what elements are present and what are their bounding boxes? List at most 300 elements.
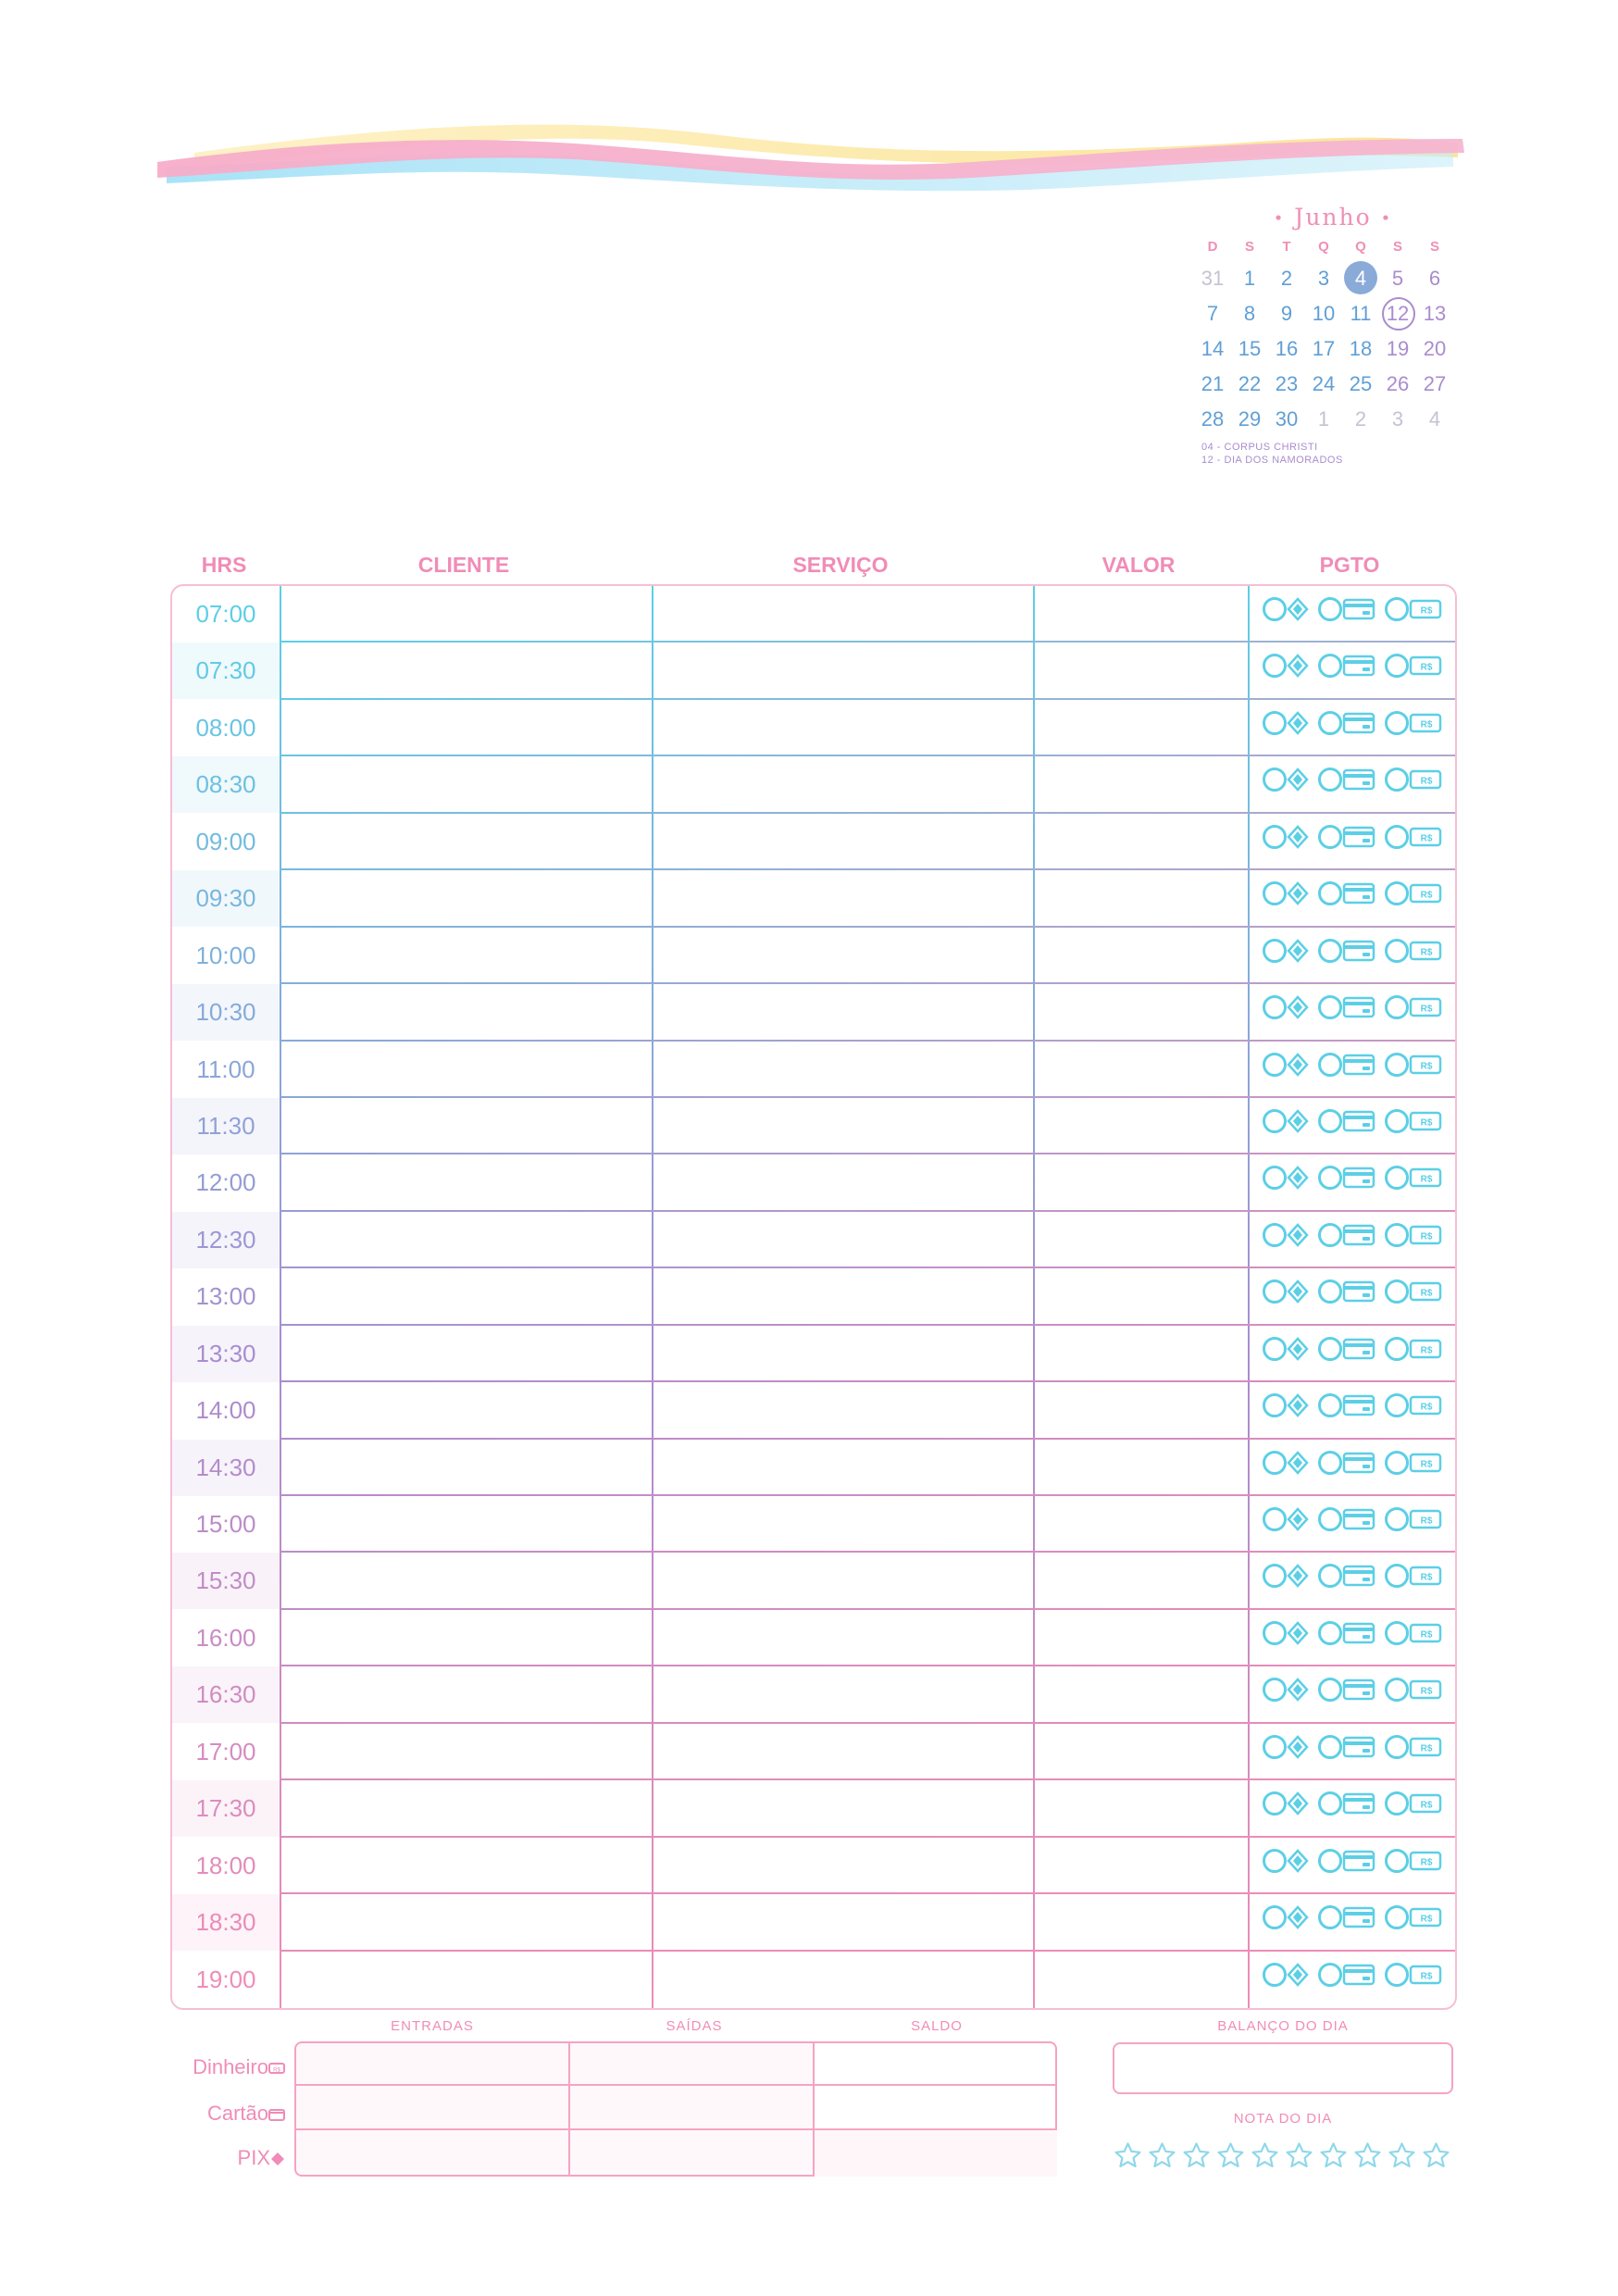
cliente-cell[interactable] bbox=[281, 1098, 652, 1154]
svg-text:R$: R$ bbox=[1420, 1857, 1433, 1868]
servico-cell[interactable] bbox=[653, 1724, 1033, 1780]
servico-cell[interactable] bbox=[653, 1553, 1033, 1609]
finance-cell-pix-saldo[interactable] bbox=[815, 2130, 1057, 2177]
valor-cell[interactable] bbox=[1035, 1212, 1248, 1268]
payment-checkbox[interactable] bbox=[1318, 1053, 1342, 1077]
servico-cell[interactable] bbox=[653, 1268, 1033, 1325]
servico-cell[interactable] bbox=[653, 1496, 1033, 1553]
payment-option[interactable] bbox=[1385, 1678, 1442, 1702]
cliente-cell[interactable] bbox=[281, 1326, 652, 1382]
payment-option[interactable] bbox=[1385, 1507, 1442, 1531]
payment-option[interactable] bbox=[1385, 1564, 1442, 1588]
servico-cell[interactable] bbox=[653, 756, 1033, 813]
valor-cell[interactable] bbox=[1035, 1326, 1248, 1382]
calendar-day[interactable]: 2 bbox=[1280, 267, 1293, 290]
payment-checkbox[interactable] bbox=[1385, 1678, 1409, 1702]
finance-cell-pix-saidas[interactable] bbox=[570, 2130, 815, 2177]
payment-checkbox[interactable] bbox=[1318, 1337, 1342, 1361]
valor-cell[interactable] bbox=[1035, 984, 1248, 1041]
payment-checkbox[interactable] bbox=[1385, 1905, 1409, 1929]
payment-option[interactable] bbox=[1263, 1507, 1309, 1531]
payment-checkbox[interactable] bbox=[1263, 1735, 1287, 1759]
payment-option[interactable] bbox=[1385, 711, 1442, 735]
cliente-cell[interactable] bbox=[281, 1666, 652, 1723]
servico-cell[interactable] bbox=[653, 1382, 1033, 1439]
payment-checkbox[interactable] bbox=[1318, 1791, 1342, 1816]
payment-option[interactable] bbox=[1263, 1905, 1309, 1929]
cliente-cell[interactable] bbox=[281, 1042, 652, 1098]
payment-checkbox[interactable] bbox=[1263, 1223, 1287, 1247]
payment-checkbox[interactable] bbox=[1318, 654, 1342, 678]
calendar-day[interactable]: 11 bbox=[1350, 302, 1372, 325]
time-slot: 12:30 bbox=[172, 1212, 280, 1268]
finance-cell-dinheiro-entradas[interactable] bbox=[294, 2041, 570, 2086]
finance-cell-dinheiro-saidas[interactable] bbox=[570, 2041, 815, 2086]
valor-cell[interactable] bbox=[1035, 1666, 1248, 1723]
payment-checkbox[interactable] bbox=[1318, 995, 1342, 1019]
payment-option[interactable] bbox=[1318, 711, 1375, 735]
payment-checkbox[interactable] bbox=[1385, 1849, 1409, 1873]
servico-cell[interactable] bbox=[653, 1098, 1033, 1154]
payment-checkbox[interactable] bbox=[1263, 1963, 1287, 1987]
valor-cell[interactable] bbox=[1035, 1154, 1248, 1211]
payment-checkbox[interactable] bbox=[1263, 1451, 1287, 1475]
payment-option[interactable] bbox=[1318, 654, 1375, 678]
calendar-day[interactable]: 4 bbox=[1342, 261, 1379, 296]
calendar-day[interactable]: 18 bbox=[1349, 337, 1373, 360]
svg-text:R$: R$ bbox=[1420, 662, 1433, 673]
finance-cell-pix-entradas[interactable] bbox=[294, 2130, 570, 2177]
calendar-day[interactable]: 16 bbox=[1275, 337, 1299, 360]
payment-checkbox[interactable] bbox=[1318, 711, 1342, 735]
payment-checkbox[interactable] bbox=[1318, 1621, 1342, 1645]
valor-cell[interactable] bbox=[1035, 1952, 1248, 2008]
payment-option[interactable] bbox=[1263, 1393, 1309, 1417]
payment-checkbox[interactable] bbox=[1318, 1849, 1342, 1873]
payment-option[interactable] bbox=[1263, 597, 1309, 621]
cliente-cell[interactable] bbox=[281, 1268, 652, 1325]
star-icon[interactable] bbox=[1250, 2140, 1280, 2171]
pix-icon bbox=[1287, 1223, 1309, 1247]
payment-checkbox[interactable] bbox=[1263, 1564, 1287, 1588]
payment-checkbox[interactable] bbox=[1318, 1279, 1342, 1304]
calendar-day[interactable]: 25 bbox=[1349, 372, 1373, 395]
star-icon[interactable] bbox=[1352, 2140, 1383, 2171]
cliente-cell[interactable] bbox=[281, 1154, 652, 1211]
cliente-cell[interactable] bbox=[281, 984, 652, 1041]
payment-option[interactable] bbox=[1318, 1678, 1375, 1702]
valor-cell[interactable] bbox=[1035, 1780, 1248, 1837]
servico-cell[interactable] bbox=[653, 928, 1033, 984]
star-icon[interactable] bbox=[1284, 2140, 1314, 2171]
time-slot: 14:00 bbox=[195, 1396, 256, 1425]
calendar-day[interactable]: 8 bbox=[1243, 302, 1256, 325]
finance-cell-cartao-saldo[interactable] bbox=[815, 2086, 1057, 2130]
payment-option[interactable] bbox=[1263, 1849, 1309, 1873]
card-icon bbox=[1342, 1678, 1375, 1702]
payment-option[interactable] bbox=[1263, 825, 1309, 849]
payment-option[interactable] bbox=[1263, 1678, 1309, 1702]
cliente-cell[interactable] bbox=[281, 870, 652, 927]
valor-cell[interactable] bbox=[1035, 928, 1248, 984]
payment-option[interactable] bbox=[1263, 881, 1309, 905]
valor-cell[interactable] bbox=[1035, 643, 1248, 699]
schedule-row bbox=[172, 643, 1455, 699]
card-icon bbox=[1342, 1621, 1375, 1645]
servico-cell[interactable] bbox=[653, 1666, 1033, 1723]
payment-checkbox[interactable] bbox=[1318, 767, 1342, 792]
cliente-cell[interactable] bbox=[281, 1212, 652, 1268]
payment-checkbox[interactable] bbox=[1385, 825, 1409, 849]
payment-checkbox[interactable] bbox=[1263, 1337, 1287, 1361]
valor-cell[interactable] bbox=[1035, 1838, 1248, 1894]
calendar-weekday: S bbox=[1244, 239, 1254, 255]
calendar-day[interactable]: 20 bbox=[1423, 337, 1447, 360]
star-icon[interactable] bbox=[1147, 2140, 1177, 2171]
calendar-day[interactable]: 10 bbox=[1312, 302, 1336, 325]
payment-checkbox[interactable] bbox=[1318, 1963, 1342, 1987]
payment-option[interactable] bbox=[1263, 1621, 1309, 1645]
payment-option[interactable] bbox=[1385, 654, 1442, 678]
payment-checkbox[interactable] bbox=[1385, 1507, 1409, 1531]
payment-option[interactable] bbox=[1318, 1223, 1375, 1247]
card-icon bbox=[1342, 711, 1375, 735]
servico-cell[interactable] bbox=[653, 1326, 1033, 1382]
cliente-cell[interactable] bbox=[281, 1894, 652, 1951]
payment-option[interactable] bbox=[1385, 1905, 1442, 1929]
payment-checkbox[interactable] bbox=[1385, 1963, 1409, 1987]
payment-checkbox[interactable] bbox=[1385, 1791, 1409, 1816]
payment-checkbox[interactable] bbox=[1263, 1621, 1287, 1645]
payment-option[interactable] bbox=[1385, 1166, 1442, 1190]
payment-option[interactable] bbox=[1263, 1451, 1309, 1475]
payment-checkbox[interactable] bbox=[1263, 1791, 1287, 1816]
payment-option[interactable] bbox=[1318, 1337, 1375, 1361]
payment-checkbox[interactable] bbox=[1263, 1678, 1287, 1702]
payment-option[interactable] bbox=[1263, 1963, 1309, 1987]
servico-cell[interactable] bbox=[653, 984, 1033, 1041]
payment-checkbox[interactable] bbox=[1263, 1166, 1287, 1190]
valor-cell[interactable] bbox=[1035, 700, 1248, 756]
payment-checkbox[interactable] bbox=[1263, 939, 1287, 963]
cliente-cell[interactable] bbox=[281, 1496, 652, 1553]
schedule-row bbox=[172, 1440, 1455, 1496]
calendar-day[interactable]: 17 bbox=[1312, 337, 1336, 360]
payment-checkbox[interactable] bbox=[1385, 1337, 1409, 1361]
calendar-day[interactable]: 7 bbox=[1206, 302, 1219, 325]
payment-option[interactable] bbox=[1263, 1109, 1309, 1133]
time-slot: 12:00 bbox=[195, 1168, 256, 1197]
star-icon[interactable] bbox=[1421, 2140, 1451, 2171]
servico-cell[interactable] bbox=[653, 814, 1033, 870]
payment-option[interactable] bbox=[1318, 767, 1375, 792]
payment-option[interactable] bbox=[1318, 939, 1375, 963]
servico-cell[interactable] bbox=[653, 1154, 1033, 1211]
payment-option[interactable] bbox=[1318, 1905, 1375, 1929]
valor-cell[interactable] bbox=[1035, 1440, 1248, 1496]
payment-option[interactable] bbox=[1385, 995, 1442, 1019]
servico-cell[interactable] bbox=[653, 1440, 1033, 1496]
payment-option[interactable] bbox=[1385, 1279, 1442, 1304]
payment-option[interactable] bbox=[1318, 1053, 1375, 1077]
payment-option[interactable] bbox=[1385, 1735, 1442, 1759]
payment-checkbox[interactable] bbox=[1263, 1393, 1287, 1417]
payment-option[interactable] bbox=[1263, 1053, 1309, 1077]
calendar-day[interactable]: 3 bbox=[1317, 267, 1330, 290]
payment-option[interactable] bbox=[1263, 711, 1309, 735]
payment-options bbox=[1263, 711, 1442, 735]
payment-checkbox[interactable] bbox=[1385, 995, 1409, 1019]
payment-option[interactable] bbox=[1385, 1963, 1442, 1987]
payment-checkbox[interactable] bbox=[1385, 597, 1409, 621]
calendar-week bbox=[1194, 331, 1462, 367]
payment-option[interactable] bbox=[1318, 1279, 1375, 1304]
payment-checkbox[interactable] bbox=[1385, 1109, 1409, 1133]
payment-checkbox[interactable] bbox=[1263, 1905, 1287, 1929]
star-icon[interactable] bbox=[1318, 2140, 1349, 2171]
payment-option[interactable] bbox=[1385, 1791, 1442, 1816]
servico-cell[interactable] bbox=[653, 1610, 1033, 1666]
payment-option[interactable] bbox=[1318, 1735, 1375, 1759]
payment-checkbox[interactable] bbox=[1263, 881, 1287, 905]
payment-option[interactable] bbox=[1318, 1849, 1375, 1873]
svg-text:R$: R$ bbox=[1420, 776, 1433, 787]
valor-cell[interactable] bbox=[1035, 1268, 1248, 1325]
payment-checkbox[interactable] bbox=[1385, 1053, 1409, 1077]
payment-option[interactable] bbox=[1385, 881, 1442, 905]
payment-checkbox[interactable] bbox=[1318, 881, 1342, 905]
svg-text:R$: R$ bbox=[1420, 1971, 1433, 1982]
payment-option[interactable] bbox=[1263, 1791, 1309, 1816]
cliente-cell[interactable] bbox=[281, 1838, 652, 1894]
servico-cell[interactable] bbox=[653, 870, 1033, 927]
cliente-cell[interactable] bbox=[281, 1382, 652, 1439]
calendar-day[interactable]: 27 bbox=[1423, 372, 1447, 395]
calendar-day[interactable]: 5 bbox=[1391, 267, 1404, 290]
payment-checkbox[interactable] bbox=[1385, 1279, 1409, 1304]
valor-cell[interactable] bbox=[1035, 1098, 1248, 1154]
payment-option[interactable] bbox=[1318, 1109, 1375, 1133]
valor-cell[interactable] bbox=[1035, 586, 1248, 643]
payment-checkbox[interactable] bbox=[1263, 825, 1287, 849]
cliente-cell[interactable] bbox=[281, 1952, 652, 2008]
payment-option[interactable] bbox=[1263, 1337, 1309, 1361]
payment-option[interactable] bbox=[1385, 597, 1442, 621]
day-balance-title: BALANÇO DO DIA bbox=[1217, 2018, 1349, 2034]
calendar-day[interactable]: 19 bbox=[1386, 337, 1410, 360]
cliente-cell[interactable] bbox=[281, 814, 652, 870]
payment-checkbox[interactable] bbox=[1263, 654, 1287, 678]
calendar-day[interactable]: 28 bbox=[1201, 407, 1225, 430]
finance-cell-cartao-saidas[interactable] bbox=[570, 2086, 815, 2130]
payment-checkbox[interactable] bbox=[1385, 1735, 1409, 1759]
payment-option[interactable] bbox=[1385, 1451, 1442, 1475]
finance-cell-cartao-entradas[interactable] bbox=[294, 2086, 570, 2130]
payment-checkbox[interactable] bbox=[1263, 711, 1287, 735]
pix-icon bbox=[1287, 1564, 1309, 1588]
servico-cell[interactable] bbox=[653, 1838, 1033, 1894]
calendar-day[interactable]: 24 bbox=[1312, 372, 1336, 395]
payment-checkbox[interactable] bbox=[1385, 881, 1409, 905]
payment-checkbox[interactable] bbox=[1318, 825, 1342, 849]
payment-checkbox[interactable] bbox=[1318, 1451, 1342, 1475]
payment-checkbox[interactable] bbox=[1318, 1564, 1342, 1588]
payment-checkbox[interactable] bbox=[1263, 1109, 1287, 1133]
valor-cell[interactable] bbox=[1035, 1496, 1248, 1553]
valor-cell[interactable] bbox=[1035, 870, 1248, 927]
payment-checkbox[interactable] bbox=[1318, 1507, 1342, 1531]
payment-option[interactable] bbox=[1385, 939, 1442, 963]
payment-option[interactable] bbox=[1385, 1393, 1442, 1417]
payment-checkbox[interactable] bbox=[1318, 939, 1342, 963]
payment-checkbox[interactable] bbox=[1385, 1451, 1409, 1475]
calendar-day[interactable]: 1 bbox=[1317, 407, 1330, 430]
payment-option[interactable] bbox=[1263, 1564, 1309, 1588]
payment-checkbox[interactable] bbox=[1385, 1393, 1409, 1417]
payment-checkbox[interactable] bbox=[1385, 711, 1409, 735]
calendar-day[interactable]: 6 bbox=[1428, 267, 1441, 290]
star-icon[interactable] bbox=[1113, 2140, 1143, 2171]
calendar-day[interactable]: 13 bbox=[1423, 302, 1447, 325]
star-icon[interactable] bbox=[1215, 2140, 1246, 2171]
payment-option[interactable] bbox=[1385, 825, 1442, 849]
payment-option[interactable] bbox=[1263, 939, 1309, 963]
cliente-cell[interactable] bbox=[281, 1780, 652, 1837]
payment-checkbox[interactable] bbox=[1385, 1621, 1409, 1645]
payment-option[interactable] bbox=[1318, 1621, 1375, 1645]
payment-checkbox[interactable] bbox=[1318, 1223, 1342, 1247]
star-icon[interactable] bbox=[1387, 2140, 1417, 2171]
payment-option[interactable] bbox=[1263, 654, 1309, 678]
servico-cell[interactable] bbox=[653, 1042, 1033, 1098]
payment-option[interactable] bbox=[1263, 1166, 1309, 1190]
cliente-cell[interactable] bbox=[281, 1553, 652, 1609]
payment-option[interactable] bbox=[1263, 1279, 1309, 1304]
payment-option[interactable] bbox=[1263, 767, 1309, 792]
calendar-day[interactable]: 12 bbox=[1379, 296, 1416, 331]
payment-checkbox[interactable] bbox=[1263, 1279, 1287, 1304]
payment-checkbox[interactable] bbox=[1318, 1393, 1342, 1417]
payment-option[interactable] bbox=[1385, 1337, 1442, 1361]
payment-option[interactable] bbox=[1318, 1791, 1375, 1816]
payment-checkbox[interactable] bbox=[1263, 767, 1287, 792]
payment-checkbox[interactable] bbox=[1385, 939, 1409, 963]
valor-cell[interactable] bbox=[1035, 1042, 1248, 1098]
payment-option[interactable] bbox=[1385, 767, 1442, 792]
payment-checkbox[interactable] bbox=[1385, 1166, 1409, 1190]
payment-option[interactable] bbox=[1263, 1735, 1309, 1759]
payment-checkbox[interactable] bbox=[1263, 1053, 1287, 1077]
payment-option[interactable] bbox=[1263, 995, 1309, 1019]
cliente-cell[interactable] bbox=[281, 1724, 652, 1780]
day-rating-stars[interactable] bbox=[1113, 2140, 1451, 2171]
calendar-day[interactable]: 30 bbox=[1275, 407, 1299, 430]
payment-option[interactable] bbox=[1263, 1223, 1309, 1247]
servico-cell[interactable] bbox=[653, 643, 1033, 699]
servico-cell[interactable] bbox=[653, 1894, 1033, 1951]
servico-cell[interactable] bbox=[653, 1952, 1033, 2008]
payment-checkbox[interactable] bbox=[1263, 597, 1287, 621]
payment-option[interactable] bbox=[1318, 825, 1375, 849]
calendar-day[interactable]: 3 bbox=[1391, 407, 1404, 430]
servico-cell[interactable] bbox=[653, 700, 1033, 756]
payment-checkbox[interactable] bbox=[1385, 1223, 1409, 1247]
calendar-day[interactable]: 31 bbox=[1201, 267, 1225, 290]
valor-cell[interactable] bbox=[1035, 756, 1248, 813]
payment-checkbox[interactable] bbox=[1318, 1735, 1342, 1759]
finance-cell-dinheiro-saldo[interactable] bbox=[815, 2041, 1057, 2086]
calendar-day[interactable]: 26 bbox=[1386, 372, 1410, 395]
payment-option[interactable] bbox=[1318, 597, 1375, 621]
payment-option[interactable] bbox=[1385, 1223, 1442, 1247]
valor-cell[interactable] bbox=[1035, 1610, 1248, 1666]
time-slot: 09:30 bbox=[172, 870, 280, 927]
payment-checkbox[interactable] bbox=[1263, 1507, 1287, 1531]
cliente-cell[interactable] bbox=[281, 1610, 652, 1666]
payment-option[interactable] bbox=[1385, 1053, 1442, 1077]
calendar-day[interactable]: 1 bbox=[1243, 267, 1256, 290]
cliente-cell[interactable] bbox=[281, 643, 652, 699]
cliente-cell[interactable] bbox=[281, 928, 652, 984]
valor-cell[interactable] bbox=[1035, 1553, 1248, 1609]
payment-option[interactable] bbox=[1318, 1166, 1375, 1190]
payment-checkbox[interactable] bbox=[1263, 995, 1287, 1019]
payment-option[interactable] bbox=[1318, 1393, 1375, 1417]
servico-cell[interactable] bbox=[653, 586, 1033, 643]
payment-option[interactable] bbox=[1318, 1564, 1375, 1588]
calendar-day[interactable]: 21 bbox=[1201, 372, 1225, 395]
valor-cell[interactable] bbox=[1035, 1894, 1248, 1951]
payment-option[interactable] bbox=[1318, 1451, 1375, 1475]
cliente-cell[interactable] bbox=[281, 586, 652, 643]
servico-cell[interactable] bbox=[653, 1780, 1033, 1837]
payment-checkbox[interactable] bbox=[1318, 1905, 1342, 1929]
star-icon[interactable] bbox=[1181, 2140, 1212, 2171]
payment-checkbox[interactable] bbox=[1318, 1109, 1342, 1133]
payment-option[interactable] bbox=[1385, 1849, 1442, 1873]
calendar-day[interactable]: 23 bbox=[1275, 372, 1299, 395]
calendar-day[interactable]: 14 bbox=[1201, 337, 1225, 360]
payment-option[interactable] bbox=[1318, 1963, 1375, 1987]
payment-checkbox[interactable] bbox=[1385, 1564, 1409, 1588]
payment-checkbox[interactable] bbox=[1318, 1678, 1342, 1702]
payment-checkbox[interactable] bbox=[1318, 1166, 1342, 1190]
calendar-day[interactable]: 15 bbox=[1238, 337, 1262, 360]
day-balance-field[interactable] bbox=[1113, 2042, 1453, 2094]
payment-option[interactable] bbox=[1318, 995, 1375, 1019]
payment-option[interactable] bbox=[1318, 881, 1375, 905]
cliente-cell[interactable] bbox=[281, 756, 652, 813]
payment-checkbox[interactable] bbox=[1263, 1849, 1287, 1873]
valor-cell[interactable] bbox=[1035, 814, 1248, 870]
calendar-day[interactable]: 4 bbox=[1428, 407, 1441, 430]
calendar-day[interactable]: 22 bbox=[1238, 372, 1262, 395]
payment-option[interactable] bbox=[1385, 1109, 1442, 1133]
servico-cell[interactable] bbox=[653, 1212, 1033, 1268]
payment-checkbox[interactable] bbox=[1385, 654, 1409, 678]
calendar-day[interactable]: 29 bbox=[1238, 407, 1262, 430]
cliente-cell[interactable] bbox=[281, 1440, 652, 1496]
calendar-day[interactable]: 2 bbox=[1354, 407, 1367, 430]
cliente-cell[interactable] bbox=[281, 700, 652, 756]
payment-option[interactable] bbox=[1318, 1507, 1375, 1531]
valor-cell[interactable] bbox=[1035, 1382, 1248, 1439]
payment-checkbox[interactable] bbox=[1318, 597, 1342, 621]
valor-cell[interactable] bbox=[1035, 1724, 1248, 1780]
calendar-day[interactable]: 9 bbox=[1280, 302, 1293, 325]
payment-option[interactable] bbox=[1385, 1621, 1442, 1645]
payment-checkbox[interactable] bbox=[1385, 767, 1409, 792]
